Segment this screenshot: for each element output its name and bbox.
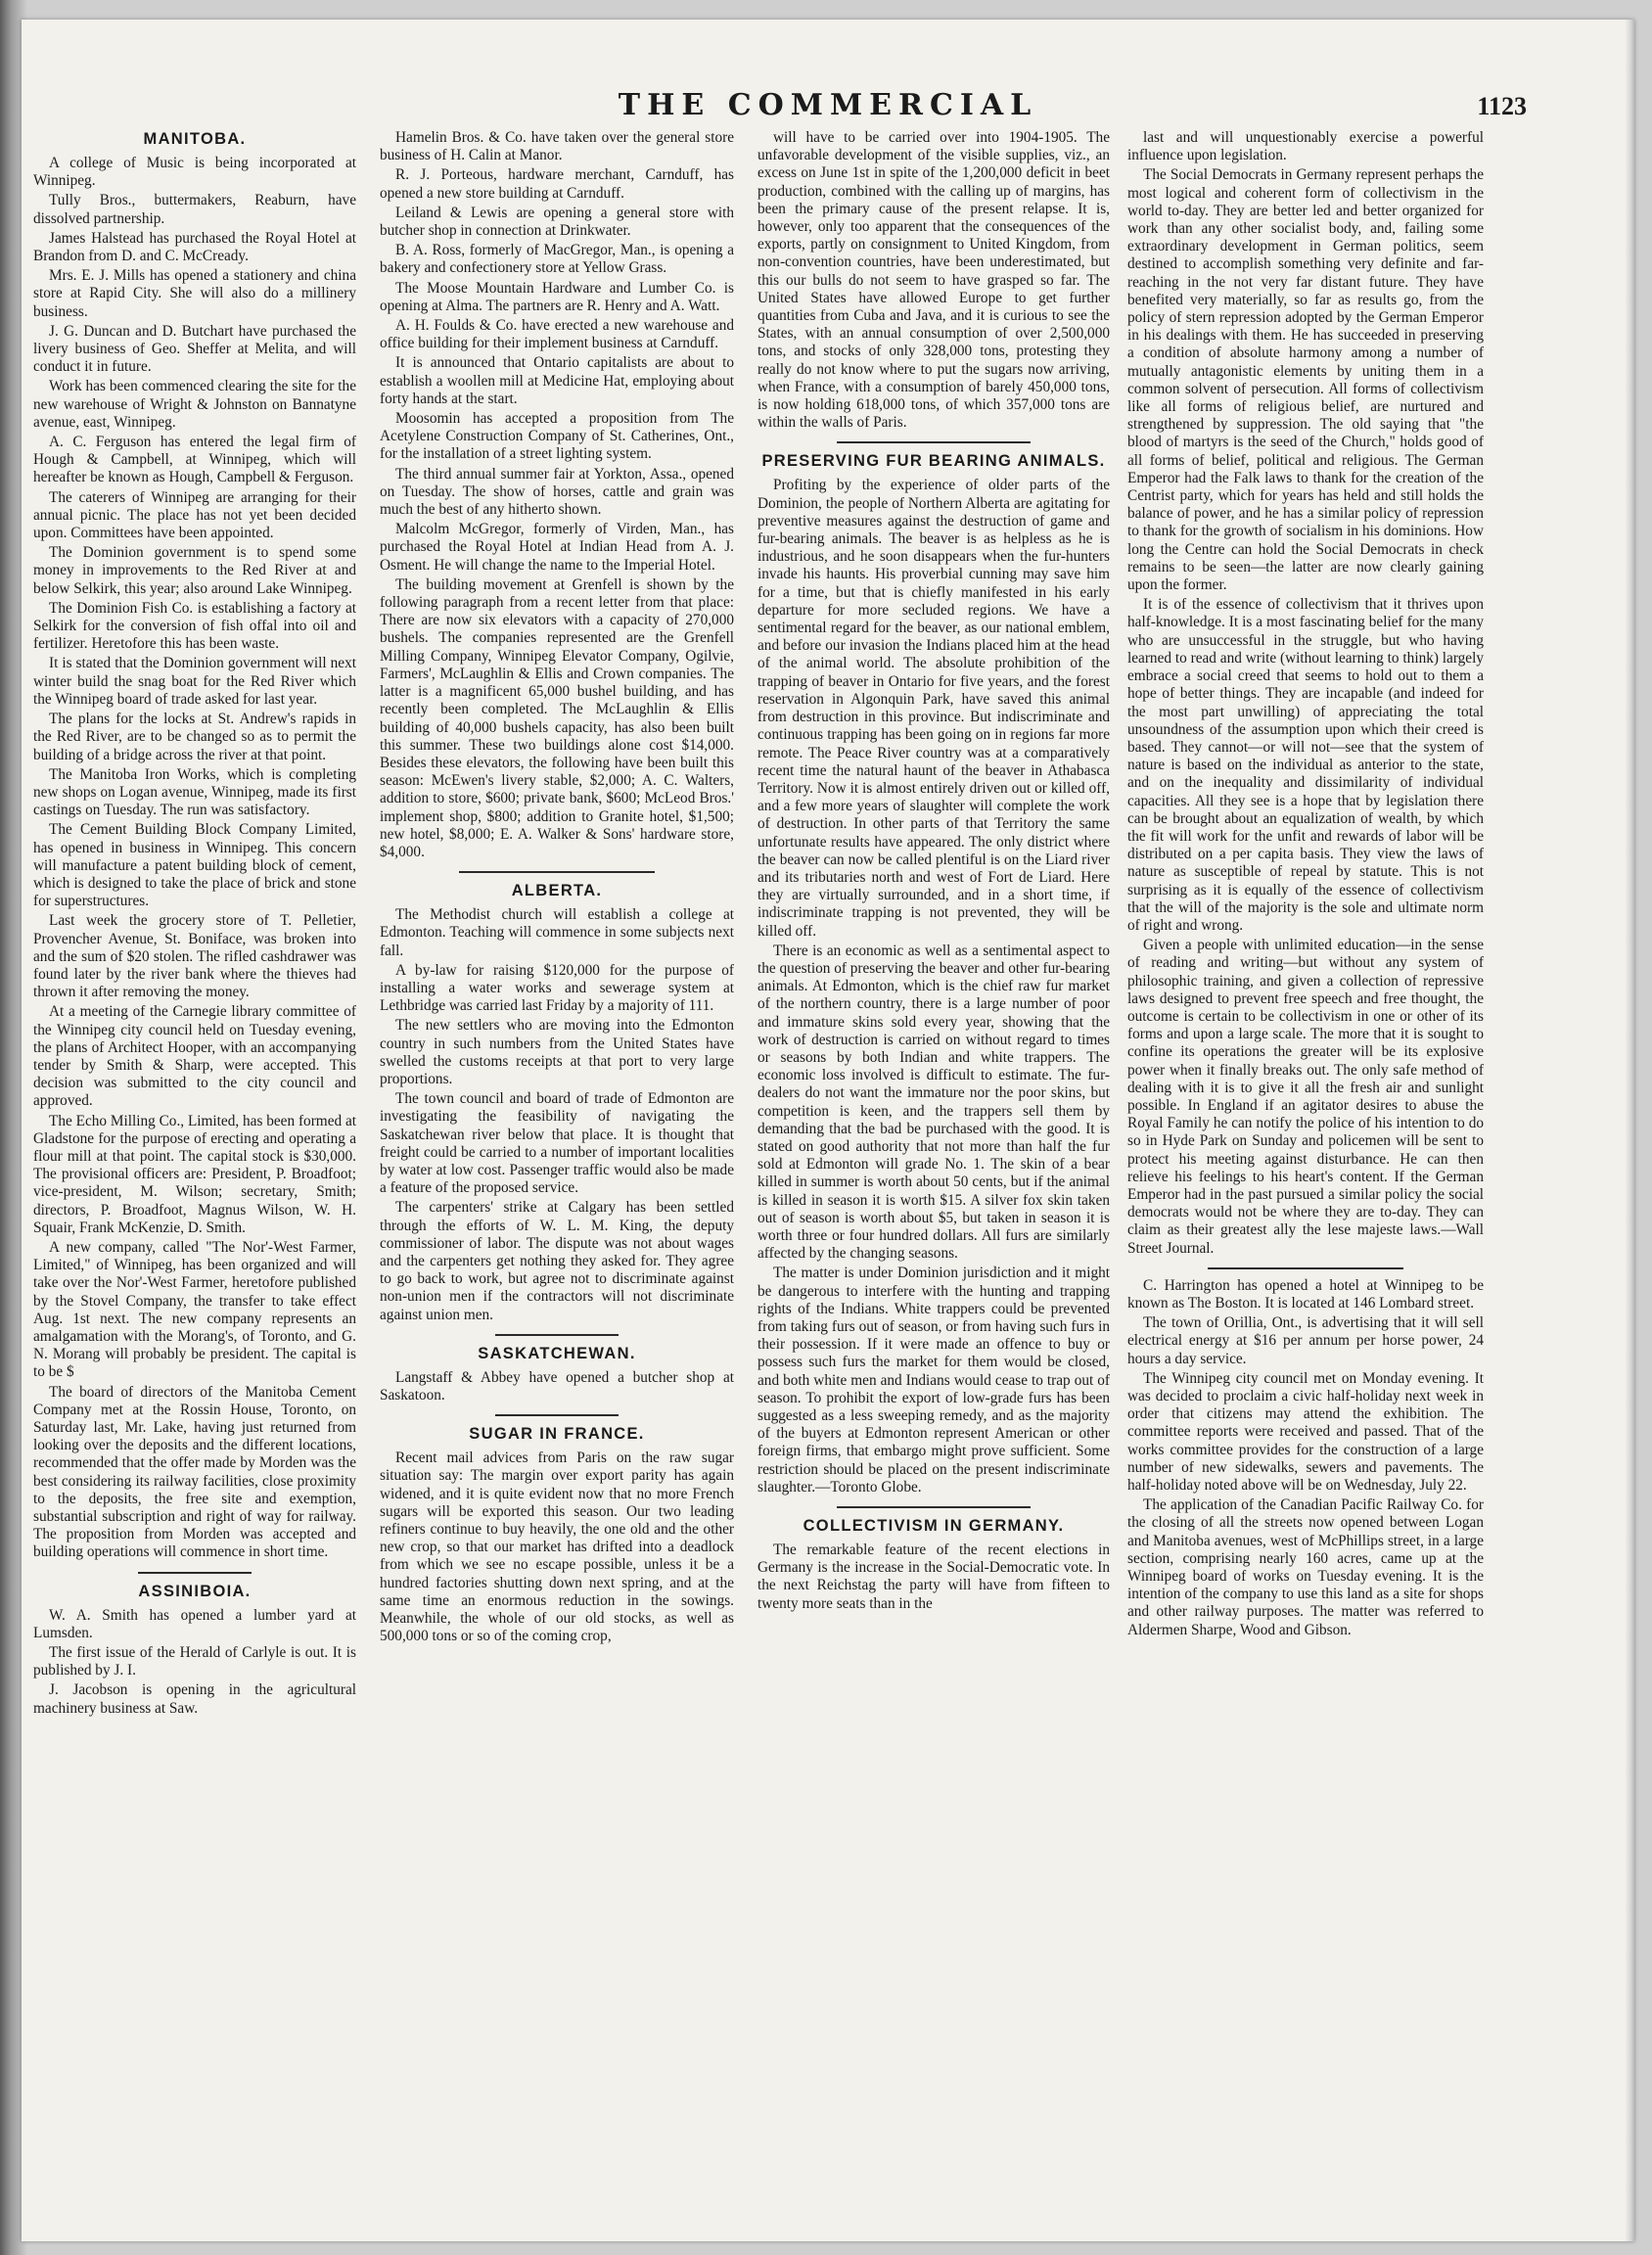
news-paragraph: Moosomin has accepted a proposition from The Acetylene Construction Company of St. Catherines, Ont., for the installation of a street lighting system. xyxy=(380,410,734,463)
news-paragraph: Last week the grocery store of T. Pelletier, Provencher Avenue, St. Boniface, was broken into and the sum of $20 stolen. The rifled cashdrawer was found later by the river bank where the thieves had thrown it after removing the money. xyxy=(33,912,356,1001)
news-paragraph: The town of Orillia, Ont., is advertising that it will sell electrical energy at $16 per annum per horse power, 24 hours a day service. xyxy=(1127,1314,1484,1367)
news-paragraph: The town council and board of trade of Edmonton are investigating the feasibility of navigating the Saskatchewan river below that place. It is thought that freight could be carried to a number of important localities by water at low cost. Passenger traffic would also be made a feature of the proposed service. xyxy=(380,1090,734,1197)
news-paragraph: The first issue of the Herald of Carlyle is out. It is published by J. I. xyxy=(33,1644,356,1680)
news-paragraph: will have to be carried over into 1904-1905. The unfavorable development of the visible supplies, viz., an excess on June 1st in spite of the 1,200,000 deficit in beet production, combined with the calling up of margins, has been the primary cause of the present relapse. It is, however, only too apparent that the consequences of the exports, partly on consignment to United Kingdom, from non-convention countries, have been underestimated, but this our bulls do not seem to have grasped so far. The United States have allowed Europe to get further quantities from Cuba and Java, and it is curious to see the States, with an annual consumption of over 2,500,000 tons, and stocks of only 328,000 tons, protesting they really do not know where to put the sugars now arriving, when France, with a consumption of barely 450,000 tons, is now holding 618,000 tons, of which 357,000 tons are within the walls of Paris. xyxy=(757,129,1110,432)
news-paragraph: Hamelin Bros. & Co. have taken over the general store business of H. Calin at Manor. xyxy=(380,129,734,164)
masthead: THE COMMERCIAL xyxy=(618,88,1038,122)
news-paragraph: A college of Music is being incorporated at Winnipeg. xyxy=(33,155,356,190)
section-heading-alberta: ALBERTA. xyxy=(511,882,603,900)
news-paragraph: The plans for the locks at St. Andrew's rapids in the Red River, are to be changed so as to permit the building of a bridge across the river at that point. xyxy=(33,711,356,763)
column-rule xyxy=(459,871,654,873)
news-paragraph: B. A. Ross, formerly of MacGregor, Man., is opening a bakery and confectionery store at Yellow Grass. xyxy=(380,242,734,277)
news-paragraph: It is stated that the Dominion government will next winter build the snag boat for the Red River which the Winnipeg board of trade asked for last year. xyxy=(33,655,356,708)
collectivism-article-continued xyxy=(1127,129,1484,1258)
column-4 xyxy=(1127,129,1484,2194)
news-paragraph: The Methodist church will establish a college at Edmonton. Teaching will commence in some subjects next fall. xyxy=(380,906,734,959)
news-paragraph: James Halstead has purchased the Royal Hotel at Brandon from D. and C. McCready. xyxy=(33,229,356,265)
column-1 xyxy=(33,129,356,2194)
news-paragraph: Langstaff & Abbey have opened a butcher shop at Saskatoon. xyxy=(380,1368,734,1404)
news-paragraph: J. Jacobson is opening in the agricultural machinery business at Saw. xyxy=(33,1681,356,1717)
section-heading-saskatchewan: SASKATCHEWAN. xyxy=(478,1344,636,1362)
section-heading-preserving-fur: PRESERVING FUR BEARING ANIMALS. xyxy=(761,452,1106,471)
news-paragraph: There is an economic as well as a sentimental aspect to the question of preserving the beaver and other fur-bearing animals. At Edmonton, which is the chief raw fur market of the northern country, there is a large number of poor and immature skins sold every year, showing that the work of destruction is carried on without regard to times or seasons by both Indian and white trappers. The economic loss involved is difficult to estimate. The fur-dealers do not want the immature nor the poor skins, but competition is keen, and the trappers sell them by demanding that the bad be purchased with the good. It is stated on good authority that not more than half the fur sold at Edmonton will grade No. 1. The skin of a bear killed in summer is worth about 50 cents, but if the animal is killed in season it is worth $15. A silver fox skin taken out of season is worth about $5, but taken in season it is worth three or four hundred dollars. All furs are similarly affected by the changing seasons. xyxy=(757,942,1110,1263)
fur-article xyxy=(757,477,1110,1496)
news-paragraph: The building movement at Grenfell is shown by the following paragraph from a recent letter from that place: There are now six elevators with a capacity of 270,000 bushels. The companies represented are the Grenfell Milling Company, Winnipeg Elevator Company, Ogilvie, Farmers', McLaughlin & Ellis and Crown companies. The latter is a magnificent 65,000 bushel building, and has recently been completed. The McLaughlin & Ellis building of 40,000 bushels capacity, has also been built this summer. These two buildings alone cost $14,000. Besides these elevators, the following have been built this season: McEwen's livery stable, $2,000; A. C. Walters, addition to store, $600; private bank, $600; McLeod Bros.' implement shop, $800; addition to Granite hotel, $1,500; new hotel, $8,000; E. A. Walker & Sons' hardware store, $4,000. xyxy=(380,575,734,860)
news-paragraph: Recent mail advices from Paris on the raw sugar situation say: The margin over export parity has again widened, and it is quite evident now that no more French sugars will be exported this season. Our two leading refiners continue to buy heavily, the one old and the other new crop, so that our market has drifted into a deadlock from which we see no escape possible, unless it be a hundred factories shutting down next spring, and at the same time an enormous reduction in the sowings. Meanwhile, the whole of our old stocks, as well as 500,000 tons or so of the coming crop, xyxy=(380,1450,734,1645)
assiniboia-items xyxy=(33,1607,356,1718)
page-header xyxy=(22,88,1634,127)
column-rule xyxy=(138,1572,252,1574)
article-columns xyxy=(22,129,1634,2222)
news-paragraph: The remarkable feature of the recent elections in Germany is the increase in the Social-Democratic vote. In the next Reichstag the party will have from fifteen to twenty more seats than in the xyxy=(757,1542,1110,1612)
news-paragraph: The Dominion Fish Co. is establishing a factory at Selkirk for the conversion of fish offal into oil and fertilizer. Heretofore this has been waste. xyxy=(33,599,356,653)
section-heading-sugar-in-france: SUGAR IN FRANCE. xyxy=(469,1425,645,1444)
news-paragraph: Tully Bros., buttermakers, Reaburn, have dissolved partnership. xyxy=(33,192,356,227)
news-paragraph: The Echo Milling Co., Limited, has been formed at Gladstone for the purpose of erecting and operating a flour mill at that point. The capital stock is $30,000. The provisional officers are: President, P. Broadfoot; vice-president, M. Wilson; secretary, Smith; directors, P. Broadfoot, Magnus Wilson, W. H. Squair, Frank McKenzie, D. Smith. xyxy=(33,1112,356,1236)
news-paragraph: The Winnipeg city council met on Monday evening. It was decided to proclaim a civic half-holiday next week in order that citizens may attend the exhibition. The committee reports were received and passed. That of the works committee provides for the construction of a large number of new sidewalks, sewers and pavements. The half-holiday noted above will be on Wednesday, July 22. xyxy=(1127,1369,1484,1495)
news-paragraph: The application of the Canadian Pacific Railway Co. for the closing of all the streets now opened between Logan and Manitoba avenues, west of McPhillips street, in a large section, comprising nearly 160 acres, came up at the Winnipeg board of works on Tuesday evening. It is the intention of the company to use this land as a site for shops and other railway purposes. The matter was referred to Aldermen Sharpe, Wood and Gibson. xyxy=(1127,1496,1484,1638)
news-paragraph: Given a people with unlimited education—in the sense of reading and writing—but without any system of philosophic training, and given a collection of repressive laws designed to prevent free speech and free thought, the outcome is certain to be collectivism in one or other of its forms and upon a large scale. The more that it is sought to confine its operations the greater will be its explosive power when it finally breaks out. The only safe method of dealing with it is to give it all the fresh air and sunlight possible. In England if an agitator desires to abuse the Royal Family he can notify the police of his intention to do so in Hyde Park on Sunday and policemen will be sent to protect his meeting against disturbance. He can then relieve his feelings to his heart's content. If the German Emperor had in the past pursued a similar policy the social democrats would not be where they are to-day. They can claim as their greatest ally the lese majeste laws.—Wall Street Journal. xyxy=(1127,937,1484,1257)
alberta-items xyxy=(380,906,734,1324)
news-paragraph: The board of directors of the Manitoba Cement Company met at the Rossin House, Toronto, on Saturday last, Mr. Lake, having just returned from looking over the deposits and the different locations, recommended that the offer made by Morden was the best considering its railway facilities, close proximity to the deposits, the free site and exemption, substantial subscription and right of way for railway. The proposition from Morden was accepted and building operations will commence in short time. xyxy=(33,1383,356,1561)
saskatchewan-items xyxy=(380,1369,734,1404)
news-paragraph: A. H. Foulds & Co. have erected a new warehouse and office building for their implement business at Carnduff. xyxy=(380,317,734,352)
collectivism-article xyxy=(757,1542,1110,1613)
manitoba-items xyxy=(33,155,356,1562)
news-paragraph: At a meeting of the Carnegie library committee of the Winnipeg city council held on Tuesday evening, the plans of Architect Hooper, with an accompanying tender by Smith & Sharp, were accepted. This decision was submitted to the city council and approved. xyxy=(33,1003,356,1110)
column-rule xyxy=(495,1334,620,1336)
sugar-article xyxy=(380,1450,734,1645)
section-heading-manitoba: MANITOBA. xyxy=(143,130,247,148)
column-rule xyxy=(495,1414,620,1416)
news-paragraph: It is announced that Ontario capitalists are about to establish a woollen mill at Medicine Hat, employing about forty hands at the start. xyxy=(380,354,734,407)
news-paragraph: The matter is under Dominion jurisdiction and it might be dangerous to interfere with the hunting and trapping rights of the Indians. White trappers could be prevented from taking furs out of season, or from having such furs in their possession. If it were made an offence to buy or possess such furs the market for them would be closed, and both white men and Indians would cease to trap out of season. To prohibit the export of low-grade furs has been suggested as a less sweeping remedy, and as the majority of the buyers at Edmonton represent American or other foreign firms, that embargo might prove sufficient. Some restriction should be placed on the present indiscriminate slaughter.—Toronto Globe. xyxy=(757,1265,1110,1496)
sugar-article-continued xyxy=(757,129,1110,432)
section-heading-assiniboia: ASSINIBOIA. xyxy=(138,1582,252,1600)
news-paragraph: The Moose Mountain Hardware and Lumber Co. is opening at Alma. The partners are R. Henry and A. Watt. xyxy=(380,279,734,314)
news-paragraph: Malcolm McGregor, formerly of Virden, Man., has purchased the Royal Hotel at Indian Head from A. J. Osment. He will change the name to the Imperial Hotel. xyxy=(380,521,734,574)
news-paragraph: R. J. Porteous, hardware merchant, Carnduff, has opened a new store building at Carnduff. xyxy=(380,166,734,202)
news-paragraph: A by-law for raising $120,000 for the purpose of installing a water works and sewerage system at Lethbridge was carried last Friday by a majority of 111. xyxy=(380,961,734,1015)
news-paragraph: Mrs. E. J. Mills has opened a stationery and china store at Rapid City. She will also do a millinery business. xyxy=(33,267,356,320)
news-paragraph: The Manitoba Iron Works, which is completing new shops on Logan avenue, Winnipeg, made its first castings on Tuesday. The run was satisfactory. xyxy=(33,765,356,819)
news-paragraph: The Social Democrats in Germany represent perhaps the most logical and coherent form of collectivism in the world to-day. They are better led and better organized for work than any other socialist body, and, failing some extraordinary development in German politics, seem destined to accomplish something very definite and far-reaching in the not very far distant future. They have benefited very materially, so far as results go, from the policy of stern repression adopted by the German Emperor in his dealings with them. He has succeeded in preserving a condition of absolute harmony among a number of mutually antagonistic elements by uniting them in a common solvent of persecution. All forms of collectivism like all forms of religious belief, are nurtured and strengthened by suppression. The old saying that "the blood of martyrs is the seed of the Church," holds good of all forms of belief, political and religious. The German Emperor had the Falk laws to thank for the creation of the Centrist party, which for years has held and still holds the balance of power, and he has a similar policy of repression to thank for the growth of socialism in his dominions. How long the Centre can hold the Social Democrats in check remains to be seen—the latter are now clearly gaining upon the former. xyxy=(1127,166,1484,594)
news-paragraph: The third annual summer fair at Yorkton, Assa., opened on Tuesday. The show of horses, cattle and grain was much the best of any hitherto shown. xyxy=(380,465,734,519)
page-number: 1123 xyxy=(1477,92,1527,120)
section-heading-collectivism: COLLECTIVISM IN GERMANY. xyxy=(803,1517,1065,1536)
news-paragraph: The new settlers who are moving into the Edmonton country in such numbers from the United States have swelled the customs receipts at that port to very large proportions. xyxy=(380,1017,734,1087)
column-rule xyxy=(1208,1267,1403,1269)
newspaper-page xyxy=(22,20,1634,2241)
column-rule xyxy=(837,1506,1031,1508)
news-paragraph: W. A. Smith has opened a lumber yard at Lumsden. xyxy=(33,1606,356,1641)
news-paragraph: C. Harrington has opened a hotel at Winnipeg to be known as The Boston. It is located at 146 Lombard street. xyxy=(1127,1276,1484,1312)
news-items xyxy=(1127,1277,1484,1639)
news-paragraph: The caterers of Winnipeg are arranging for their annual picnic. The place has not yet been decided upon. Committees have been appointed. xyxy=(33,488,356,542)
column-2 xyxy=(380,129,734,2194)
news-paragraph: The Dominion government is to spend some money in improvements to the Red River at and below Selkirk, this year; also around Lake Winnipeg. xyxy=(33,544,356,597)
news-paragraph: Profiting by the experience of older parts of the Dominion, the people of Northern Alberta are agitating for preventive measures against the destruction of game and fur-bearing animals. The beaver is as helpless as he is industrious, and he soon disappears when the fur-hunters invade his haunts. His proverbial cunning may save him for a time, but that is chiefly manifested in his early departure for more secluded regions. We have a sentimental regard for the beaver, as our national emblem, and before our invasion the Indians placed him at the head of the animal world. The absolute prohibition of the trapping of beaver in Ontario for five years, and the forest reservation in Algonquin Park, have saved this animal from destruction in this province. But indiscriminate and continuous trapping has been going on in regions far more remote. The Peace River country was at a comparatively recent time the natural haunt of the beaver in Athabasca Territory. Now it is almost entirely driven out or killed off, and a few more years of slaughter will complete the work of destruction. In other parts of that Territory the same unfortunate results have appeared. The only district where the beaver can now be called plentiful is on the Liard river and its tributaries north and west of Fort de Liard. Here they are virtually surrounded, and in a short time, if indiscriminate trapping is not prevented, they will be killed off. xyxy=(757,477,1110,940)
news-paragraph: The carpenters' strike at Calgary has been settled through the efforts of W. L. M. King, the deputy commissioner of labor. The dispute was not about wages and the carpenters get nothing they asked for. They agree to go back to work, but agree not to discriminate against non-union men if the contractors will not discriminate against union men. xyxy=(380,1199,734,1323)
news-paragraph: A. C. Ferguson has entered the legal firm of Hough & Campbell, at Winnipeg, which will hereafter be known as Hough, Campbell & Ferguson. xyxy=(33,434,356,486)
news-paragraph: It is of the essence of collectivism that it thrives upon half-knowledge. It is a most fascinating belief for the many who are unsuccessful in the struggle, but who having learned to read and write (without learning to think) largely embrace a social creed that seems to hold out to them a hope of better things. They are incapable (and indeed for the most part unwilling) of appreciating the total unsoundness of the assumption upon which their creed is based. They cannot—or will not—see that the system of nature is based on the individual as anterior to the state, and on the inequality and dissimilarity of individual capacities. All they see is a hope that by legislation there can be brought about an equalization of wealth, by which the fit will work for the unfit and rewards of labor will be distributed on a per capita basis. They view the laws of nature as susceptible of repeal by statute. This is not surprising as it is equally of the essence of collectivism that the will of the majority is the sole and ultimate norm of right and wrong. xyxy=(1127,596,1484,934)
manitoba-items-continued xyxy=(380,129,734,861)
news-paragraph: Work has been commenced clearing the site for the new warehouse of Wright & Johnston on Bannatyne avenue, east, Winnipeg. xyxy=(33,378,356,431)
news-paragraph: last and will unquestionably exercise a powerful influence upon legislation. xyxy=(1127,129,1484,164)
news-paragraph: J. G. Duncan and D. Butchart have purchased the livery business of Geo. Sheffer at Melita, and will conduct it in future. xyxy=(33,322,356,376)
news-paragraph: Leiland & Lewis are opening a general store with butcher shop in connection at Drinkwater. xyxy=(380,204,734,240)
news-paragraph: A new company, called "The Nor'-West Farmer, Limited," of Winnipeg, has been organized and will take over the Nor'-West Farmer, heretofore published by the Stovel Company, the transfer to take effect Aug. 1st next. The new company represents an amalgamation with the Morang's, of Toronto, and G. N. Morang will probably be president. The capital is to be $ xyxy=(33,1238,356,1381)
column-3 xyxy=(757,129,1110,2194)
column-rule xyxy=(837,441,1031,443)
news-paragraph: The Cement Building Block Company Limited, has opened in business in Winnipeg. This concern will manufacture a patent building block of cement, which is designed to take the place of brick and stone for superstructures. xyxy=(33,821,356,910)
